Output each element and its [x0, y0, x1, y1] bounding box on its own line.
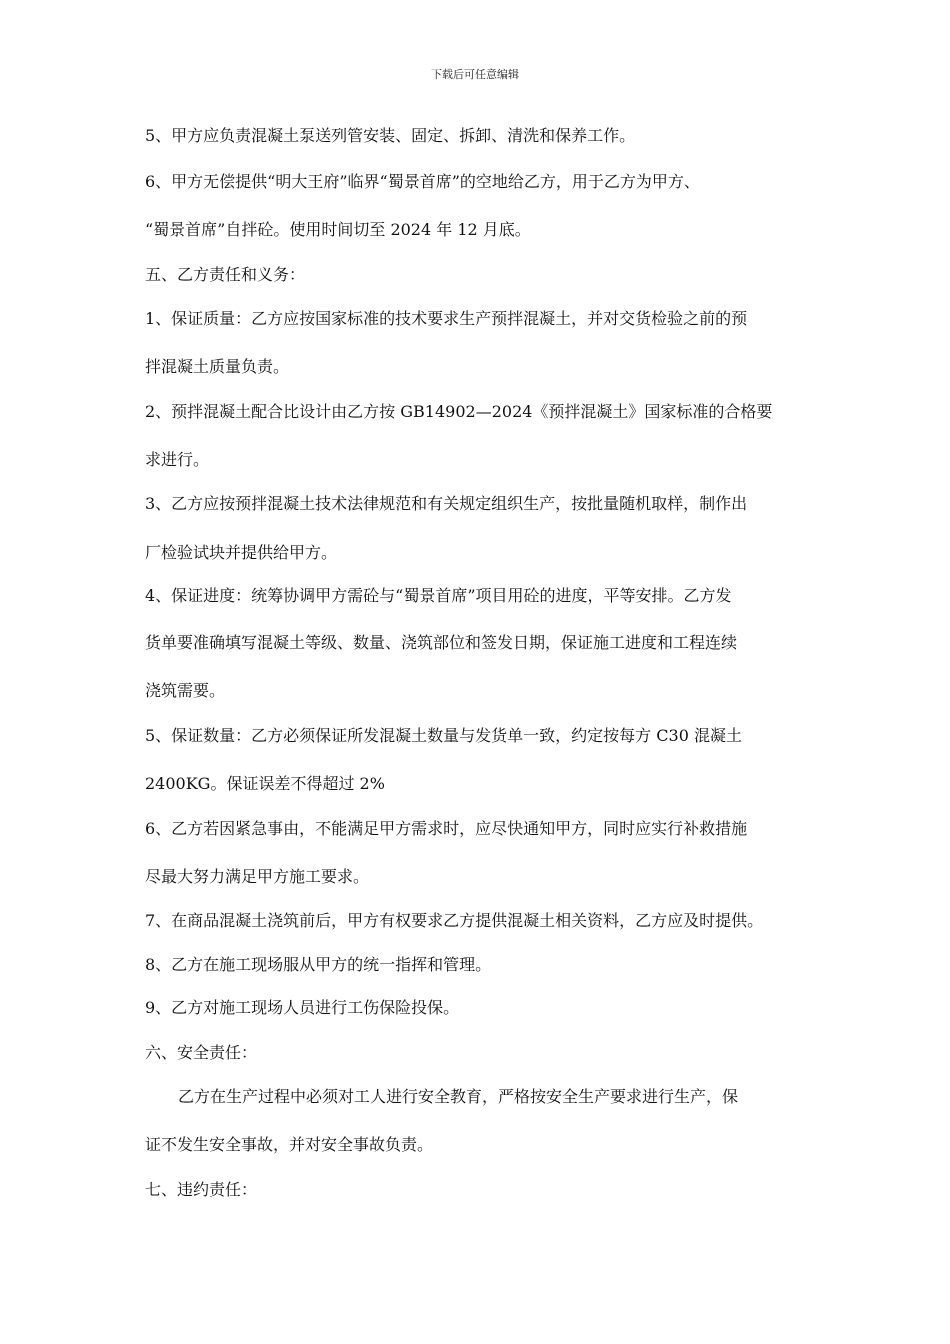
paragraph-line: 5、甲方应负责混凝土泵送列管安装、固定、拆卸、清洗和保养工作。: [145, 126, 636, 145]
paragraph-line: 5、保证数量：乙方必须保证所发混凝土数量与发货单一致，约定按每方 C30 混凝土: [145, 726, 742, 745]
section-heading: 五、乙方责任和义务：: [145, 265, 306, 284]
paragraph-line: 证不发生安全事故，并对安全事故负责。: [145, 1135, 434, 1154]
paragraph-line: “蜀景首席”自拌砼。使用时间切至 2024 年 12 月底。: [145, 220, 531, 239]
paragraph-line: 7、在商品混凝土浇筑前后，甲方有权要求乙方提供混凝土相关资料，乙方应及时提供。: [145, 911, 764, 930]
paragraph-line: 4、保证进度：统筹协调甲方需砼与“蜀景首席”项目用砼的进度，平等安排。乙方发: [145, 586, 732, 605]
paragraph-line: 8、乙方在施工现场服从甲方的统一指挥和管理。: [145, 955, 492, 974]
paragraph-line: 乙方在生产过程中必须对工人进行安全教育，严格按安全生产要求进行生产，保: [178, 1087, 739, 1106]
paragraph-line: 6、乙方若因紧急事由，不能满足甲方需求时，应尽快通知甲方，同时应实行补救措施: [145, 819, 748, 838]
paragraph-line: 尽最大努力满足甲方施工要求。: [145, 867, 370, 886]
paragraph-line: 2400KG。保证误差不得超过 2%: [145, 774, 385, 793]
section-heading: 七、违约责任：: [145, 1180, 258, 1199]
section-heading: 六、安全责任：: [145, 1043, 258, 1062]
page-header: 下载后可任意编辑: [431, 68, 519, 81]
paragraph-line: 6、甲方无偿提供“明大王府”临界“蜀景首席”的空地给乙方，用于乙方为甲方、: [145, 172, 700, 191]
paragraph-line: 9、乙方对施工现场人员进行工伤保险投保。: [145, 998, 460, 1017]
paragraph-line: 货单要准确填写混凝土等级、数量、浇筑部位和签发日期，保证施工进度和工程连续: [145, 633, 738, 652]
paragraph-line: 浇筑需要。: [145, 681, 226, 700]
paragraph-line: 3、乙方应按预拌混凝土技术法律规范和有关规定组织生产，按批量随机取样，制作出: [145, 494, 748, 513]
paragraph-line: 2、预拌混凝土配合比设计由乙方按 GB14902—2024《预拌混凝土》国家标准的合格要: [145, 402, 773, 421]
paragraph-line: 求进行。: [145, 450, 210, 469]
paragraph-line: 厂检验试块并提供给甲方。: [145, 543, 338, 562]
paragraph-line: 1、保证质量：乙方应按国家标准的技术要求生产预拌混凝土，并对交货检验之前的预: [145, 309, 748, 328]
paragraph-line: 拌混凝土质量负责。: [145, 357, 290, 376]
